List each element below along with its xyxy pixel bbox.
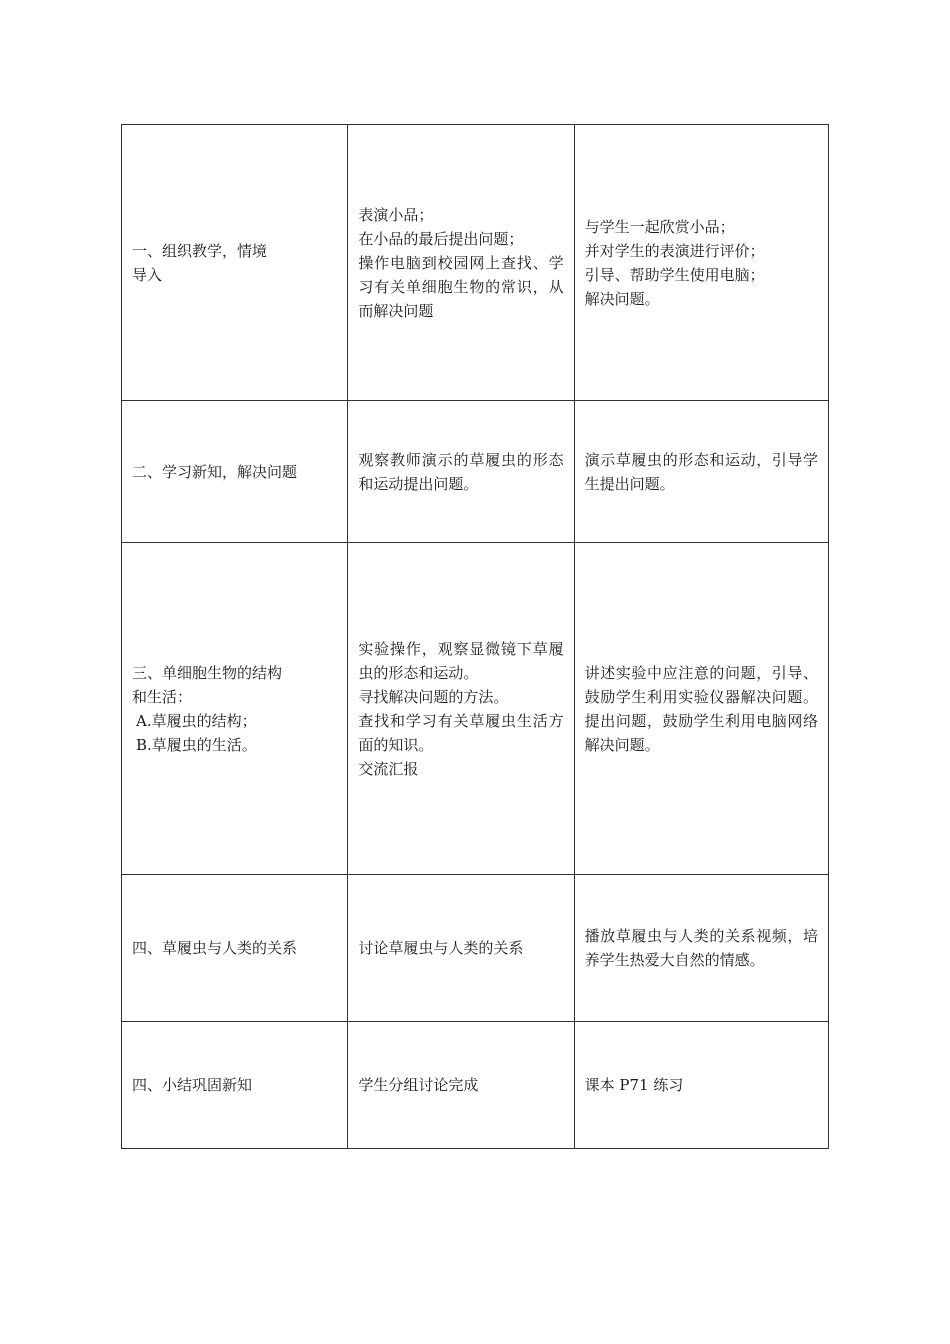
stage-line: 和生活： [132, 687, 193, 706]
student-activity-cell [348, 1022, 574, 1149]
stage-line: 四、草履虫与人类的关系 [132, 939, 298, 957]
teacher-line: 并对学生的表演进行评价； [584, 241, 765, 260]
table-row [122, 543, 829, 875]
table-row [122, 401, 829, 543]
student-line: 实验操作，观察显微镜下草履虫的形态和运动。 [358, 639, 564, 682]
stage-line: B.草履虫的生活。 [136, 735, 257, 754]
teacher-line: 课本 P71 练习 [584, 1076, 684, 1094]
stage-cell [122, 401, 348, 543]
teacher-activity-cell [574, 1022, 828, 1149]
stage-cell [122, 125, 348, 401]
teacher-line: 演示草履虫的形态和运动，引导学生提出问题。 [584, 450, 818, 493]
student-line: 在小品的最后提出问题； [358, 229, 524, 248]
student-line: 观察教师演示的草履虫的形态和运动提出问题。 [358, 450, 564, 493]
student-activity-cell [348, 543, 574, 875]
stage-line: 二、学习新知，解决问题 [132, 462, 298, 481]
stage-cell [122, 543, 348, 875]
student-activity-cell [348, 875, 574, 1022]
stage-line: A.草履虫的结构； [136, 711, 257, 730]
teacher-activity-cell [574, 401, 828, 543]
teacher-line: 解决问题。 [584, 289, 660, 308]
student-line: 表演小品； [358, 205, 434, 224]
student-line: 交流汇报 [358, 759, 419, 778]
student-line: 讨论草履虫与人类的关系 [358, 939, 524, 957]
student-activity-cell [348, 125, 574, 401]
teacher-activity-cell [574, 875, 828, 1022]
table-row [122, 1022, 829, 1149]
student-line: 寻找解决问题的方法。 [358, 687, 509, 706]
student-line: 操作电脑到校园网上查找、学习有关单细胞生物的常识，从而解决问题 [358, 253, 564, 320]
stage-line: 一、组织教学，情境 [132, 241, 268, 260]
stage-cell [122, 875, 348, 1022]
teacher-activity-cell [574, 543, 828, 875]
teacher-line: 引导、帮助学生使用电脑； [584, 265, 765, 284]
teacher-line: 播放草履虫与人类的关系视频，培养学生热爱大自然的情感。 [584, 927, 818, 969]
table-row [122, 125, 829, 401]
teacher-line: 与学生一起欣赏小品； [584, 217, 735, 236]
student-line: 学生分组讨论完成 [358, 1076, 479, 1094]
table-row [122, 875, 829, 1022]
stage-cell [122, 1022, 348, 1149]
teacher-activity-cell [574, 125, 828, 401]
stage-line: 导入 [132, 265, 163, 284]
stage-line: 四、小结巩固新知 [132, 1076, 253, 1094]
stage-line: 三、单细胞生物的结构 [132, 663, 283, 682]
student-activity-cell [348, 401, 574, 543]
teacher-line: 讲述实验中应注意的问题，引导、鼓励学生利用实验仪器解决问题。提出问题，鼓励学生利用电脑网络解决问题。 [584, 663, 818, 754]
student-line: 查找和学习有关草履虫生活方面的知识。 [358, 711, 564, 754]
lesson-plan-table [121, 124, 829, 1149]
